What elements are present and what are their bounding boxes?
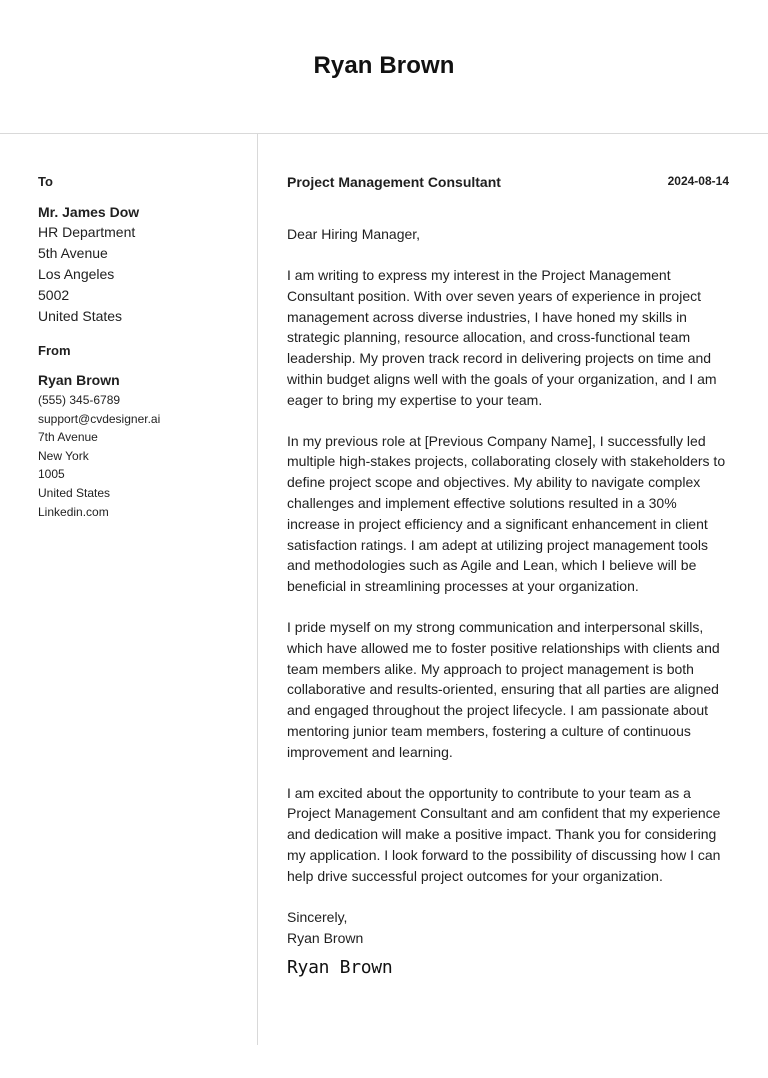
recipient-country: United States — [38, 308, 123, 324]
sender-block — [38, 370, 243, 521]
sender-phone: (555) 345-6789 — [38, 393, 121, 407]
signature: Ryan Brown — [287, 956, 393, 978]
sender-email: support@cvdesigner.ai — [38, 411, 161, 426]
position-title: Project Management Consultant — [287, 174, 501, 190]
column-divider — [257, 134, 258, 1045]
page-header — [0, 0, 768, 134]
sender-name: Ryan Brown — [38, 372, 120, 388]
recipient-department: HR Department — [38, 224, 136, 240]
recipient-street: 5th Avenue — [38, 245, 108, 261]
recipient-postal-code: 5002 — [38, 287, 70, 303]
recipient-city: Los Angeles — [38, 266, 115, 282]
sender-city: New York — [38, 448, 89, 463]
closing-name: Ryan Brown — [287, 929, 364, 946]
sender-country: United States — [38, 485, 111, 500]
applicant-name: Ryan Brown — [313, 52, 455, 79]
letter-body — [287, 174, 729, 980]
paragraph-4: I am excited about the opportunity to contribute to your team as a Project Management Consultant and am confident that my experience and dedication will make a positive impact. Thank you for considering my application. I look forward to the possibility of discussing how I can help drive successful project outcomes for your organization. — [287, 784, 721, 884]
header-divider — [0, 133, 768, 134]
paragraph-3: I pride myself on my strong communication and interpersonal skills, which have allowed me to foster positive relationships with clients and team members alike. My approach to project management is both collaborative and results-oriented, ensuring that all parties are aligned and engaged throughout the project lifecycle. I am passionate about mentoring junior team members, fostering a culture of continuous improvement and learning. — [287, 618, 720, 760]
contact-sidebar — [38, 174, 243, 521]
sender-website: Linkedin.com — [38, 504, 109, 519]
recipient-name: Mr. James Dow — [38, 204, 140, 220]
closing-phrase: Sincerely, — [287, 908, 348, 925]
sender-postal-code: 1005 — [38, 467, 65, 482]
to-label: To — [38, 174, 53, 189]
letter-topline — [287, 174, 729, 194]
from-label: From — [38, 343, 71, 358]
sender-street: 7th Avenue — [38, 430, 98, 445]
paragraph-1: I am writing to express my interest in the Project Management Consultant position. With over seven years of experience in project management across diverse industries, I have honed my skills in strategic planning, resource allocation, and cross-functional team leadership. My proven track record in delivering projects on time and within budget aligns well with the goals of your organization, and I am eager to bring my expertise to your team. — [287, 267, 717, 408]
closing-block — [287, 907, 729, 949]
recipient-block — [38, 202, 243, 327]
salutation: Dear Hiring Manager, — [287, 226, 421, 242]
from-block — [38, 343, 243, 521]
paragraph-2: In my previous role at [Previous Company Name], I successfully led multiple high-stakes projects, collaborating closely with stakeholders to define project scope and objectives. My ability to navigate complex challenges and implement effective solutions resulted in a 30% increase in project efficiency and a significant enhancement in client satisfaction ratings. I am adept at utilizing project management tools and methodologies such as Agile and Lean, which I believe will be beneficial in streamlining processes at your organization. — [287, 432, 726, 595]
letter-date: 2024-08-14 — [667, 174, 729, 188]
